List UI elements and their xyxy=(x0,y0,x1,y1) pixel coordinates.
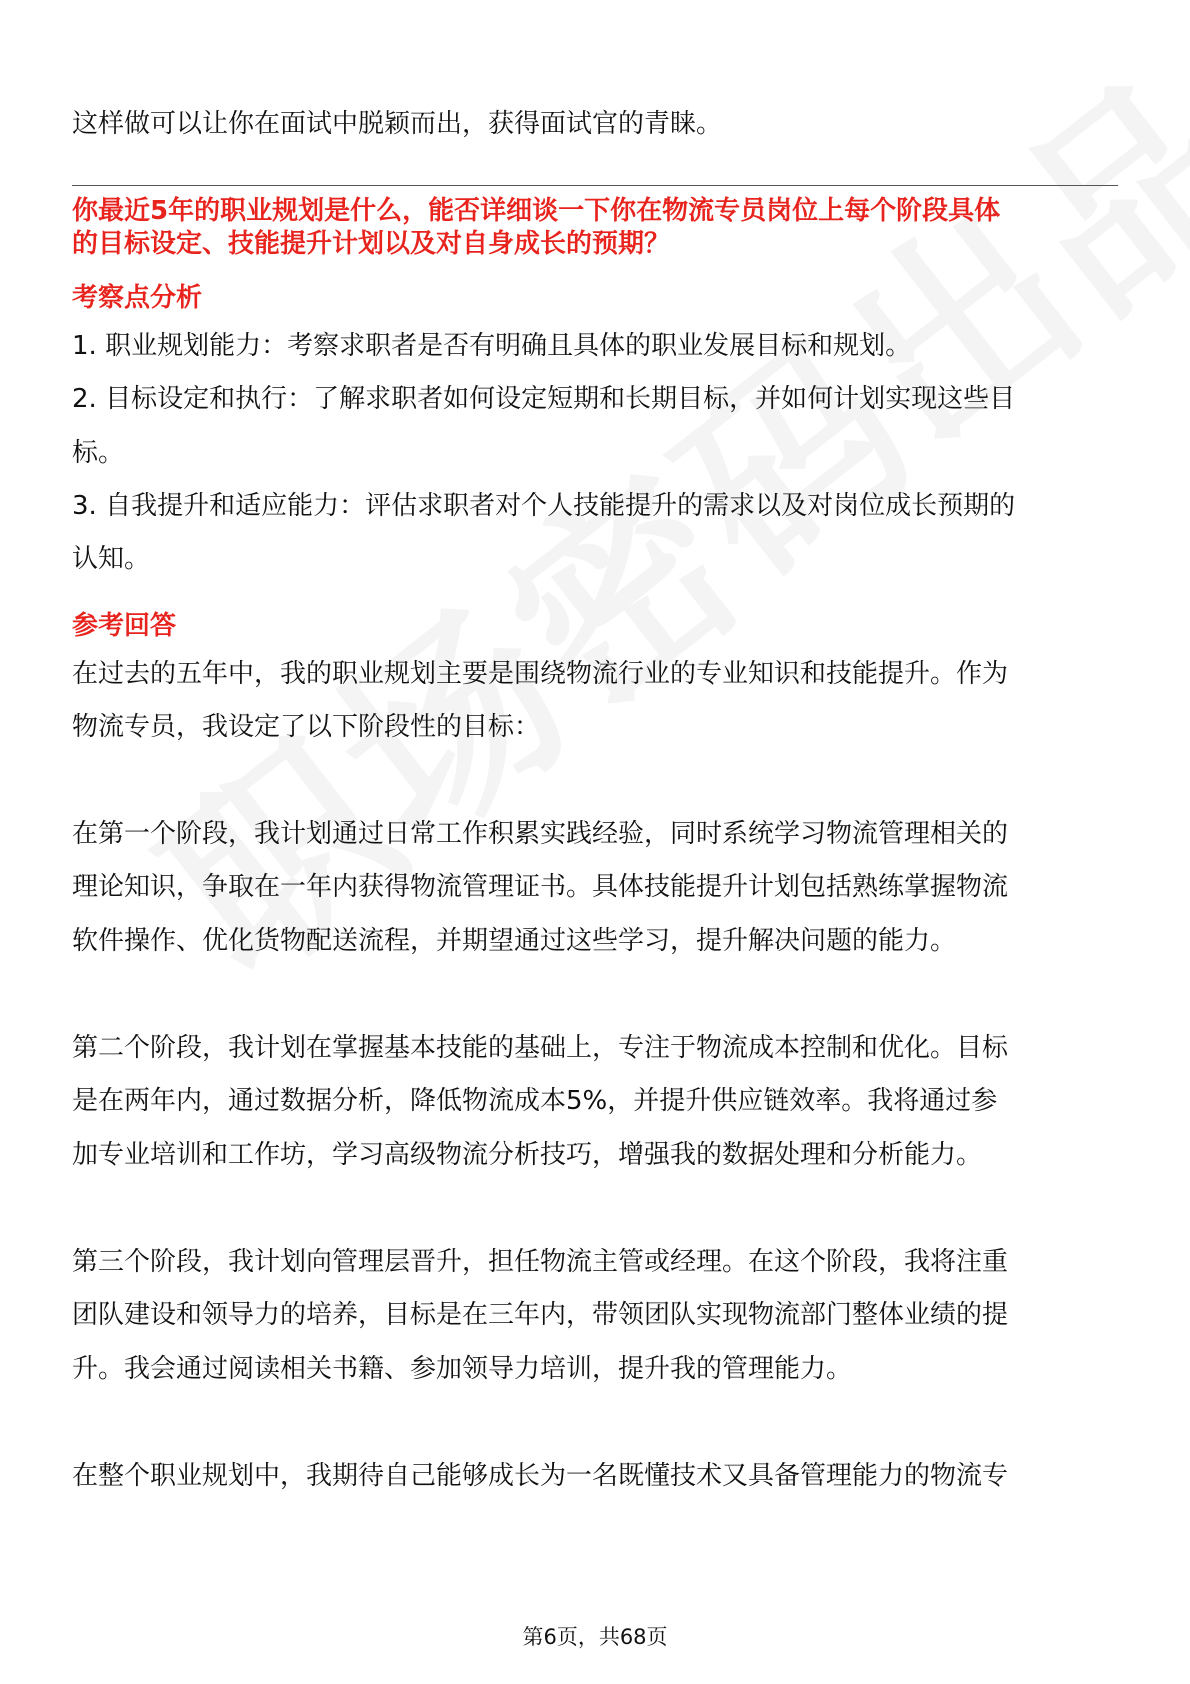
stage-1-line-2: 理论知识，争取在一年内获得物流管理证书。具体技能提升计划包括熟练掌握物流 xyxy=(72,872,1009,902)
question-line-1: 你最近5年的职业规划是什么，能否详细谈一下你在物流专员岗位上每个阶段具体 xyxy=(72,196,1001,226)
closing-line-1: 在整个职业规划中，我期待自己能够成长为一名既懂技术又具备管理能力的物流专 xyxy=(72,1461,1009,1491)
analysis-point-3-line-2: 认知。 xyxy=(72,544,151,574)
stage-2-line-3: 加专业培训和工作坊，学习高级物流分析技巧，增强我的数据处理和分析能力。 xyxy=(72,1140,983,1170)
analysis-point-2-line-1: 2. 目标设定和执行：了解求职者如何设定短期和长期目标，并如何计划实现这些目 xyxy=(72,384,1016,414)
answer-heading: 参考回答 xyxy=(72,611,177,641)
answer-intro-line-2: 物流专员，我设定了以下阶段性的目标： xyxy=(72,712,541,742)
analysis-point-2-line-2: 标。 xyxy=(72,438,125,468)
question-line-2: 的目标设定、技能提升计划以及对自身成长的预期？ xyxy=(72,229,671,259)
analysis-heading: 考察点分析 xyxy=(72,283,203,313)
stage-1-line-3: 软件操作、优化货物配送流程，并期望通过这些学习，提升解决问题的能力。 xyxy=(72,926,957,956)
stage-3-line-3: 升。我会通过阅读相关书籍、参加领导力培训，提升我的管理能力。 xyxy=(72,1354,853,1384)
analysis-point-3-line-1: 3. 自我提升和适应能力：评估求职者对个人技能提升的需求以及对岗位成长预期的 xyxy=(72,491,1016,521)
analysis-point-1: 1. 职业规划能力：考察求职者是否有明确且具体的职业发展目标和规划。 xyxy=(72,331,912,361)
stage-1-line-1: 在第一个阶段，我计划通过日常工作积累实践经验，同时系统学习物流管理相关的 xyxy=(72,819,1009,849)
stage-2-line-2: 是在两年内，通过数据分析，降低物流成本5%，并提升供应链效率。我将通过参 xyxy=(72,1086,998,1116)
stage-3-line-1: 第三个阶段，我计划向管理层晋升，担任物流主管或经理。在这个阶段，我将注重 xyxy=(72,1247,1009,1277)
stage-3-line-2: 团队建设和领导力的培养，目标是在三年内，带领团队实现物流部门整体业绩的提 xyxy=(72,1300,1009,1330)
answer-intro-line-1: 在过去的五年中，我的职业规划主要是围绕物流行业的专业知识和技能提升。作为 xyxy=(72,659,1009,689)
page-number: 第6页，共68页 xyxy=(522,1625,668,1649)
intro-tail-text: 这样做可以让你在面试中脱颖而出，获得面试官的青睐。 xyxy=(72,109,723,139)
section-divider xyxy=(72,185,1118,186)
stage-2-line-1: 第二个阶段，我计划在掌握基本技能的基础上，专注于物流成本控制和优化。目标 xyxy=(72,1033,1009,1063)
